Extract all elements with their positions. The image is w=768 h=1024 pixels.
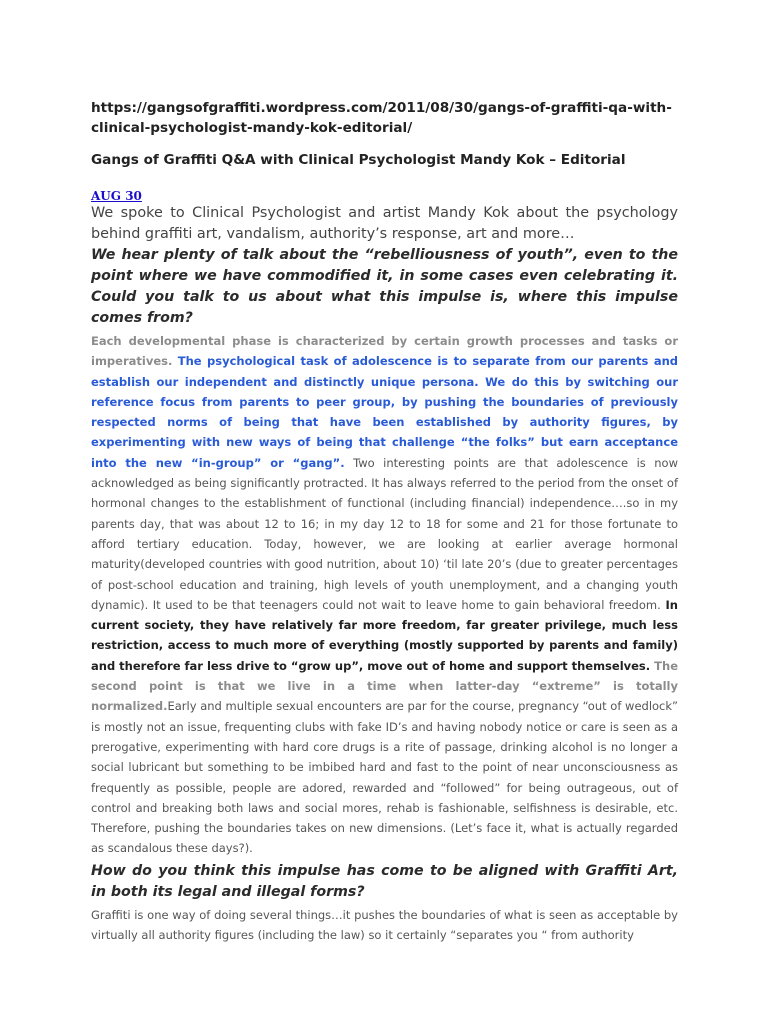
answer-1 [91, 331, 678, 859]
document-title: Gangs of Graffiti Q&A with Clinical Psychologist Mandy Kok – Editorial [91, 152, 626, 168]
question-2: How do you think this impulse has come to be aligned with Graffiti Art, in both its legal and illegal forms? [91, 862, 678, 900]
answer-2-part-1: Graffiti is one way of doing several things…it pushes the boundaries of what is seen as acceptable by virtually all authority figures (including the law) so it certainly “separates you “ from authority [91, 907, 678, 943]
answer-1-part-4: In current society, they have relatively far more freedom, far greater privilege, much less restriction, access to much more of everything (mostly supported by parents and family) and therefore far less drive to “grow up”, move out of home and support themselves. [91, 597, 678, 673]
answer-2 [91, 905, 678, 946]
post-date-link[interactable]: AUG 30 [91, 189, 142, 203]
answer-1-part-5: The second point is that we live in a time when latter-day “extreme” is totally normalized. [91, 658, 678, 714]
document-page [91, 98, 678, 945]
answer-1-part-1: Each developmental phase is characterized by certain growth processes and tasks or imperatives. [91, 334, 678, 369]
intro-paragraph: We spoke to Clinical Psychologist and artist Mandy Kok about the psychology behind graffiti art, vandalism, authority’s response, art and more… [91, 205, 678, 242]
answer-1-part-3: Two interesting points are that adolescence is now acknowledged as being significantly protracted. It has always referred to the period from the onset of hormonal changes to the establishment of functional (including financial) independence….so in my parents day, that was about 12 to 16; in my day 12 to 18 for some and 21 for those fortunate to afford tertiary education. Today, however, we are looking at earlier average hormonal maturity(developed countries with good nutrition, about 10) ‘til late 20’s (due to greater percentages of post-school education and training, high levels of youth unemployment, and a changing youth dynamic). It used to be that teenagers could not wait to leave home to gain behavioral freedom. [91, 455, 678, 612]
source-url: https://gangsofgraffiti.wordpress.com/2011/08/30/gangs-of-graffiti-qa-with-clinical-psychologist-mandy-kok-editorial/ [91, 100, 672, 136]
answer-1-part-2: The psychological task of adolescence is to separate from our parents and establish our independent and distinctly unique persona. We do this by switching our reference focus from parents to peer group, by pushing the boundaries of previously respected norms of being that have been established by authority figures, by experimenting with new ways of being that challenge “the folks” but earn acceptance into the new “in-group” or “gang”. [91, 354, 678, 470]
question-1: We hear plenty of talk about the “rebelliousness of youth”, even to the point where we have commodified it, in some cases even celebrating it. Could you talk to us about what this impulse is, where this impulse comes from? [91, 247, 678, 326]
answer-1-part-6: Early and multiple sexual encounters are par for the course, pregnancy “out of wedlock” is mostly not an issue, frequenting clubs with fake ID’s and having nobody notice or care is seen as a prerogative, experimenting with hard core drugs is a rite of passage, drinking alcohol is no longer a social lubricant but something to be imbibed hard and fast to the point of near unconsciousness as frequently as possible, people are adored, rewarded and “followed” for being outrageous, out of control and breaking both laws and social mores, rehab is fashionable, selfishness is desirable, etc. Therefore, pushing the boundaries takes on new dimensions. (Let’s face it, what is actually regarded as scandalous these days?). [91, 699, 678, 856]
